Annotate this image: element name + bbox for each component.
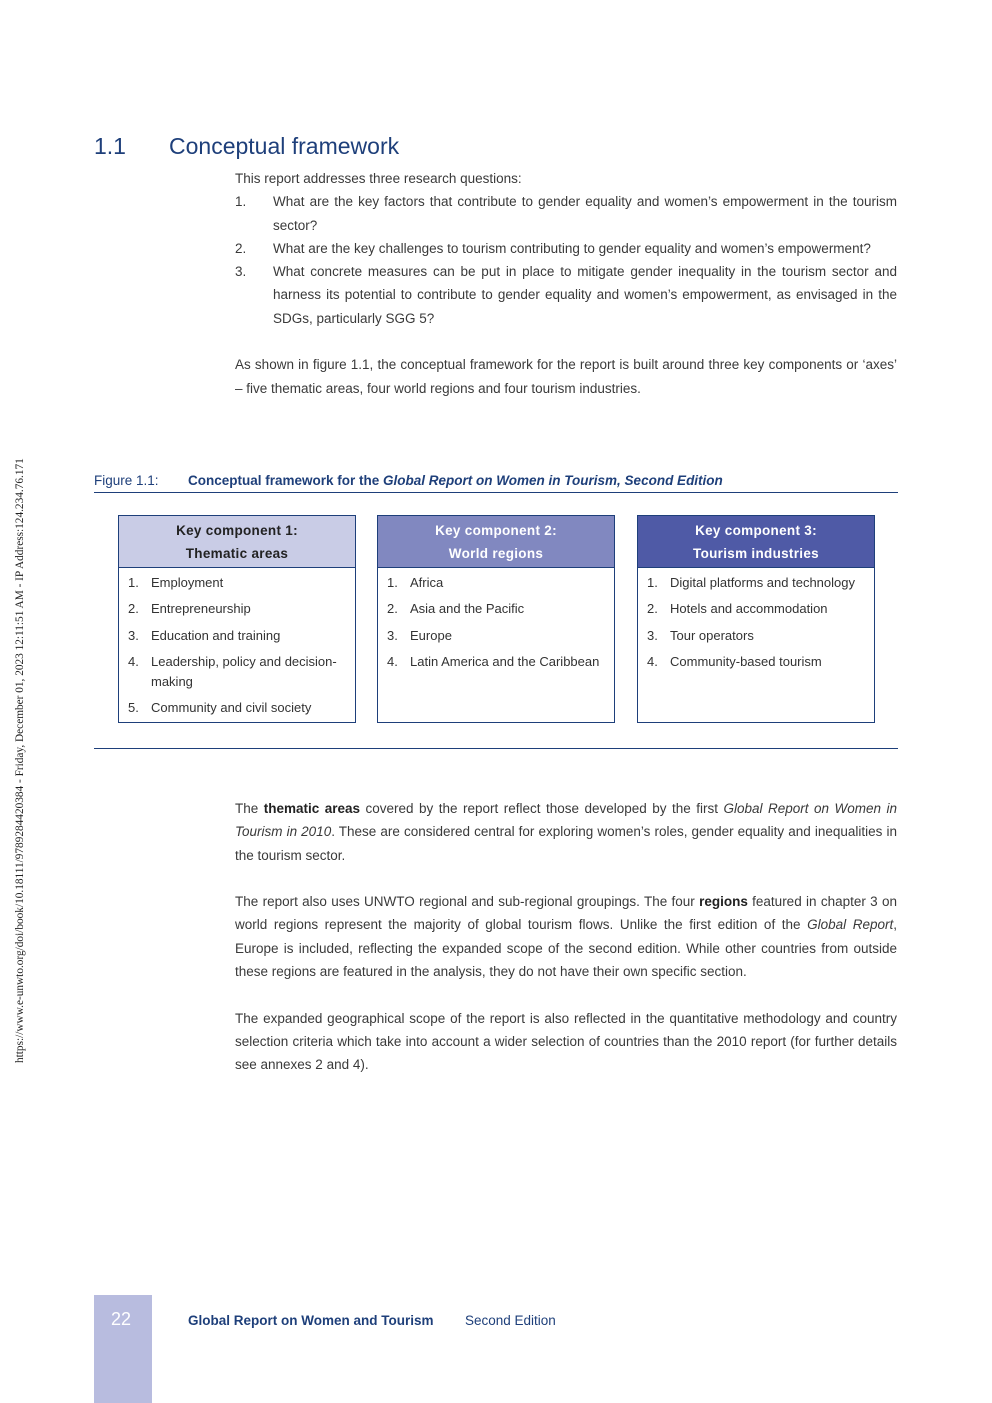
text-run: featured in chapter 3 on world regions represent the majority of global tourism flows. Unlike the first edition of the bbox=[235, 894, 897, 933]
figure-title-prefix: Conceptual framework for the bbox=[188, 473, 384, 488]
page-number: 22 bbox=[111, 1309, 132, 1329]
question-item bbox=[235, 260, 897, 330]
component-header bbox=[119, 516, 355, 568]
question-text: What are the key factors that contribute to gender equality and women’s empowerment in the tourism sector? bbox=[273, 194, 897, 233]
framework-paragraph: As shown in figure 1.1, the conceptual framework for the report is built around three key components or ‘axes’ – five thematic areas, four world regions and four tourism industries. bbox=[235, 357, 897, 396]
list-item bbox=[638, 626, 874, 646]
list-item bbox=[378, 599, 614, 619]
item-number: 3. bbox=[128, 627, 139, 643]
item-text: Employment bbox=[151, 575, 224, 590]
list-item bbox=[119, 652, 355, 692]
question-number: 2. bbox=[235, 240, 247, 256]
intro-block bbox=[235, 167, 897, 400]
section-heading bbox=[94, 133, 399, 160]
list-item bbox=[119, 599, 355, 619]
footer-edition: Second Edition bbox=[465, 1313, 556, 1328]
item-text: Asia and the Pacific bbox=[410, 601, 525, 617]
question-number: 3. bbox=[235, 264, 247, 280]
item-number: 1. bbox=[647, 575, 658, 590]
item-number: 1. bbox=[387, 575, 398, 590]
item-text: Hotels and accommodation bbox=[670, 601, 828, 617]
figure-title-italic: Global Report on Women in Tourism, Second Edition bbox=[383, 473, 723, 488]
item-text: Africa bbox=[410, 575, 444, 590]
key-component-3-box bbox=[637, 515, 875, 723]
component-heading: Key component 1: bbox=[176, 523, 298, 538]
item-number: 1. bbox=[128, 575, 139, 590]
italic-title: Global Report on Women in Tourism in 2010 bbox=[235, 801, 897, 840]
list-item bbox=[638, 652, 874, 672]
component-subheading: Thematic areas bbox=[185, 546, 289, 561]
side-access-stamp bbox=[0, 343, 26, 1063]
item-text: Europe bbox=[410, 627, 452, 643]
item-text: Digital platforms and technology bbox=[670, 575, 855, 590]
key-component-1-box bbox=[118, 515, 356, 723]
list-item bbox=[378, 626, 614, 646]
item-text: Community and civil society bbox=[151, 700, 312, 716]
component-subheading: World regions bbox=[448, 546, 544, 561]
figure-caption bbox=[94, 471, 898, 493]
bold-term: regions bbox=[699, 894, 748, 910]
item-number: 4. bbox=[128, 653, 139, 669]
text-run: The bbox=[235, 801, 264, 816]
component-heading: Key component 2: bbox=[435, 523, 557, 538]
item-number: 2. bbox=[128, 601, 139, 617]
regions-paragraph bbox=[235, 890, 897, 983]
item-text: Education and training bbox=[151, 627, 281, 643]
component-heading: Key component 3: bbox=[695, 523, 817, 538]
list-item bbox=[119, 698, 355, 718]
list-item bbox=[119, 573, 355, 593]
list-item bbox=[378, 652, 614, 672]
footer-title: Global Report on Women and Tourism bbox=[188, 1313, 434, 1328]
list-item bbox=[638, 599, 874, 619]
component-header bbox=[378, 516, 614, 568]
text-run: . These are considered central for exploring women’s roles, gender equality and inequalities in the tourism sector. bbox=[235, 824, 897, 863]
section-title: Conceptual framework bbox=[169, 133, 400, 160]
item-text: Entrepreneurship bbox=[151, 601, 251, 617]
bold-term: thematic areas bbox=[263, 801, 361, 816]
text-run: covered by the report reflect those developed by the first bbox=[360, 801, 724, 816]
figure-title bbox=[188, 473, 723, 488]
text-run: The report also uses UNWTO regional and sub-regional groupings. The four bbox=[235, 894, 700, 910]
thematic-areas-paragraph bbox=[235, 797, 897, 867]
question-text: What concrete measures can be put in place to mitigate gender inequality in the tourism sector and harness its potential to contribute to gender equality and women’s empowerment, as envisaged in the SDGs, particularly SGG 5? bbox=[273, 264, 897, 326]
component-list bbox=[638, 568, 874, 672]
item-number: 3. bbox=[647, 627, 658, 643]
item-number: 2. bbox=[647, 601, 658, 617]
component-subheading: Tourism industries bbox=[693, 546, 819, 561]
intro-lead: This report addresses three research questions: bbox=[235, 171, 522, 186]
section-number: 1.1 bbox=[94, 133, 126, 160]
question-item bbox=[235, 190, 897, 237]
item-number: 4. bbox=[647, 653, 658, 669]
component-header bbox=[638, 516, 874, 568]
list-item bbox=[119, 626, 355, 646]
item-text: Leadership, policy and decision-making bbox=[151, 653, 337, 689]
geographical-scope-paragraph: The expanded geographical scope of the report is also reflected in the quantitative methodology and country selection criteria which take into account a wider selection of countries than the 2010 report (for further details see annexes 2 and 4). bbox=[235, 1010, 897, 1073]
item-text: Tour operators bbox=[670, 627, 754, 643]
side-access-url: https://www.e-unwto.org/doi/book/10.18111/9789284420384 - Friday, December 01, 2023 12:11:51 AM - IP Address:124.234.76.171 bbox=[14, 458, 26, 1063]
text-run: , Europe is included, reflecting the expanded scope of the second edition. While other countries from outside these regions are featured in the analysis, they do not have their own specific section. bbox=[235, 917, 897, 980]
key-component-2-box bbox=[377, 515, 615, 723]
list-item bbox=[638, 573, 874, 593]
item-number: 4. bbox=[387, 653, 398, 669]
component-list bbox=[378, 568, 614, 672]
figure-bottom-rule bbox=[94, 748, 898, 749]
item-number: 5. bbox=[128, 700, 139, 716]
list-item bbox=[378, 573, 614, 593]
item-number: 2. bbox=[387, 601, 398, 617]
component-list bbox=[119, 568, 355, 718]
italic-title: Global Report bbox=[807, 917, 894, 933]
item-number: 3. bbox=[387, 627, 398, 643]
figure-label: Figure 1.1: bbox=[94, 473, 159, 488]
page-number-box bbox=[94, 1295, 152, 1403]
item-text: Community-based tourism bbox=[670, 653, 822, 669]
question-number: 1. bbox=[235, 194, 247, 210]
question-item bbox=[235, 237, 897, 260]
body-text bbox=[235, 797, 897, 1100]
item-text: Latin America and the Caribbean bbox=[410, 653, 600, 669]
question-text: What are the key challenges to tourism contributing to gender equality and women’s empowerment? bbox=[273, 240, 871, 256]
